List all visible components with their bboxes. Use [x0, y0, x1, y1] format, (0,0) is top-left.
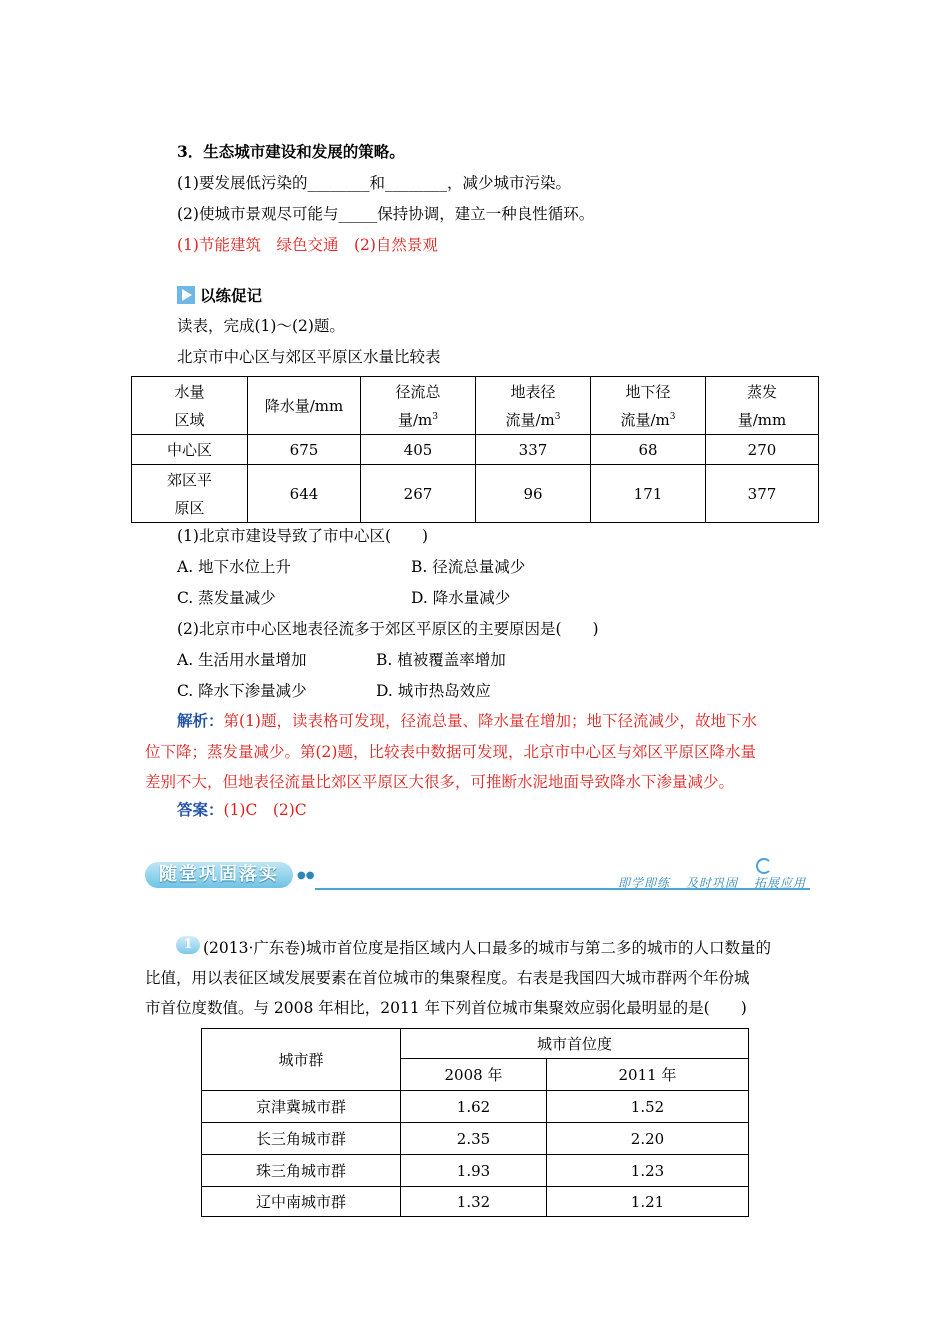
- row-name: 长三角城市群: [202, 1123, 401, 1155]
- analysis-line-1: [177, 711, 757, 731]
- row-name-top: 郊区平: [166, 470, 212, 489]
- banner-tag-1: 即学即练: [617, 876, 670, 890]
- cell: 337: [476, 435, 591, 465]
- question-line-3: 市首位度数值。与 2008 年相比，2011 年下列首位城市集聚效应弱化最明显的是( ): [145, 999, 747, 1017]
- header-surface-top: 地表径: [510, 382, 556, 401]
- table-title: 北京市中心区与郊区平原区水量比较表: [177, 348, 441, 366]
- analysis-line-2: 位下降；蒸发量减少。第(2)题，比较表中数据可发现，北京市中心区与郊区平原区降水量: [145, 743, 756, 761]
- practice-title: 以练促记: [200, 286, 263, 305]
- cell: 270: [706, 435, 819, 465]
- q2-option-c: C. 降水下渗量减少: [177, 682, 307, 700]
- header-index: 城市首位度: [401, 1029, 749, 1059]
- cell: 1.62: [401, 1091, 547, 1123]
- row-name: 辽中南城市群: [202, 1187, 401, 1217]
- swirl-icon: [756, 858, 772, 874]
- cell: 1.32: [401, 1187, 547, 1217]
- header-runoff: [361, 377, 476, 435]
- header-evap-bottom: 量/mm: [737, 410, 787, 429]
- row-name-bottom: 原区: [174, 498, 205, 517]
- header-surface: [476, 377, 591, 435]
- corner-cell: [132, 377, 248, 435]
- table-row: [202, 1091, 749, 1123]
- cell: 1.52: [547, 1091, 749, 1123]
- q1-option-c: C. 蒸发量减少: [177, 589, 276, 607]
- header-precip: 降水量/mm: [248, 377, 361, 435]
- cell: 644: [248, 465, 361, 523]
- corner-top: 水量: [174, 382, 205, 401]
- analysis-text-1: 第(1)题，读表格可发现，径流总量、降水量在增加；地下径流减少，故地下水: [223, 712, 757, 730]
- corner-bottom: 区域: [174, 410, 205, 429]
- row-name: 中心区: [132, 435, 248, 465]
- section3-q2: (2)使城市景观尽可能与_____保持协调，建立一种良性循环。: [177, 205, 595, 223]
- question-number-badge: 1: [176, 936, 200, 954]
- banner-tag-2: 及时巩固: [685, 876, 738, 890]
- header-2008: 2008 年: [401, 1059, 547, 1091]
- q1-option-d: D. 降水量减少: [411, 589, 511, 607]
- q1-option-b: B. 径流总量减少: [411, 558, 526, 576]
- cell: 1.23: [547, 1155, 749, 1187]
- cell: 405: [361, 435, 476, 465]
- q2-option-d: D. 城市热岛效应: [376, 682, 491, 700]
- header-underground-top: 地下径: [625, 382, 671, 401]
- header-underground: [591, 377, 706, 435]
- row-name: [132, 465, 248, 523]
- cell: 96: [476, 465, 591, 523]
- section-banner: [145, 858, 810, 894]
- banner-tag-3: 拓展应用: [753, 876, 806, 890]
- city-primacy-table: [201, 1028, 749, 1217]
- q2-option-b: B. 植被覆盖率增加: [376, 651, 506, 669]
- question-line-1: (2013·广东卷)城市首位度是指区域内人口最多的城市与第二多的城市的人口数量的: [203, 939, 771, 957]
- header-evap: [706, 377, 819, 435]
- answer-text: (1)C (2)C: [223, 801, 307, 819]
- header-underground-bottom: 流量$/m^3$: [620, 410, 676, 429]
- cell: 1.93: [401, 1155, 547, 1187]
- table-row: [202, 1123, 749, 1155]
- cell: 2.35: [401, 1123, 547, 1155]
- table-row: [132, 465, 819, 523]
- q2-option-a: A. 生活用水量增加: [177, 651, 307, 669]
- banner-subtitle: [618, 874, 806, 891]
- q1-option-a: A. 地下水位上升: [177, 558, 292, 576]
- cell: 68: [591, 435, 706, 465]
- practice-q1: (1)北京市建设导致了市中心区( ): [177, 527, 429, 545]
- section3-answer: (1)节能建筑 绿色交通 (2)自然景观: [177, 236, 438, 254]
- header-evap-top: 蒸发: [746, 382, 777, 401]
- header-runoff-bottom: 量$/m^3$: [397, 410, 438, 429]
- cell: 2.20: [547, 1123, 749, 1155]
- table-row: [132, 435, 819, 465]
- answer-label: 答案：: [177, 800, 224, 819]
- table-row: [202, 1187, 749, 1217]
- analysis-label: 解析：: [177, 711, 224, 730]
- play-icon: [177, 286, 195, 304]
- practice-q2: (2)北京市中心区地表径流多于郊区平原区的主要原因是( ): [177, 620, 599, 638]
- question-line-2: 比值，用以表征区域发展要素在首位城市的集聚程度。右表是我国四大城市群两个年份城: [145, 969, 750, 987]
- header-group: 城市群: [202, 1029, 401, 1091]
- analysis-line-3: 差别不大，但地表径流量比郊区平原区大很多，可推断水泥地面导致降水下渗量减少。: [145, 773, 735, 791]
- water-table: [131, 376, 819, 523]
- cell: 377: [706, 465, 819, 523]
- cell: 675: [248, 435, 361, 465]
- cell: 171: [591, 465, 706, 523]
- practice-intro: 读表，完成(1)～(2)题。: [177, 317, 345, 335]
- header-runoff-top: 径流总: [395, 382, 441, 401]
- section3-heading: 3．生态城市建设和发展的策略。: [177, 142, 405, 161]
- cell: 1.21: [547, 1187, 749, 1217]
- dots-icon: ●●: [297, 870, 315, 881]
- row-name: 珠三角城市群: [202, 1155, 401, 1187]
- header-2011: 2011 年: [547, 1059, 749, 1091]
- banner-title: 随堂巩固落实: [145, 862, 293, 888]
- answer-line: [177, 800, 307, 820]
- section3-q1: (1)要发展低污染的________和________，减少城市污染。: [177, 174, 571, 192]
- header-surface-bottom: 流量$/m^3$: [505, 410, 561, 429]
- row-name: 京津冀城市群: [202, 1091, 401, 1123]
- cell: 267: [361, 465, 476, 523]
- table-row: [202, 1155, 749, 1187]
